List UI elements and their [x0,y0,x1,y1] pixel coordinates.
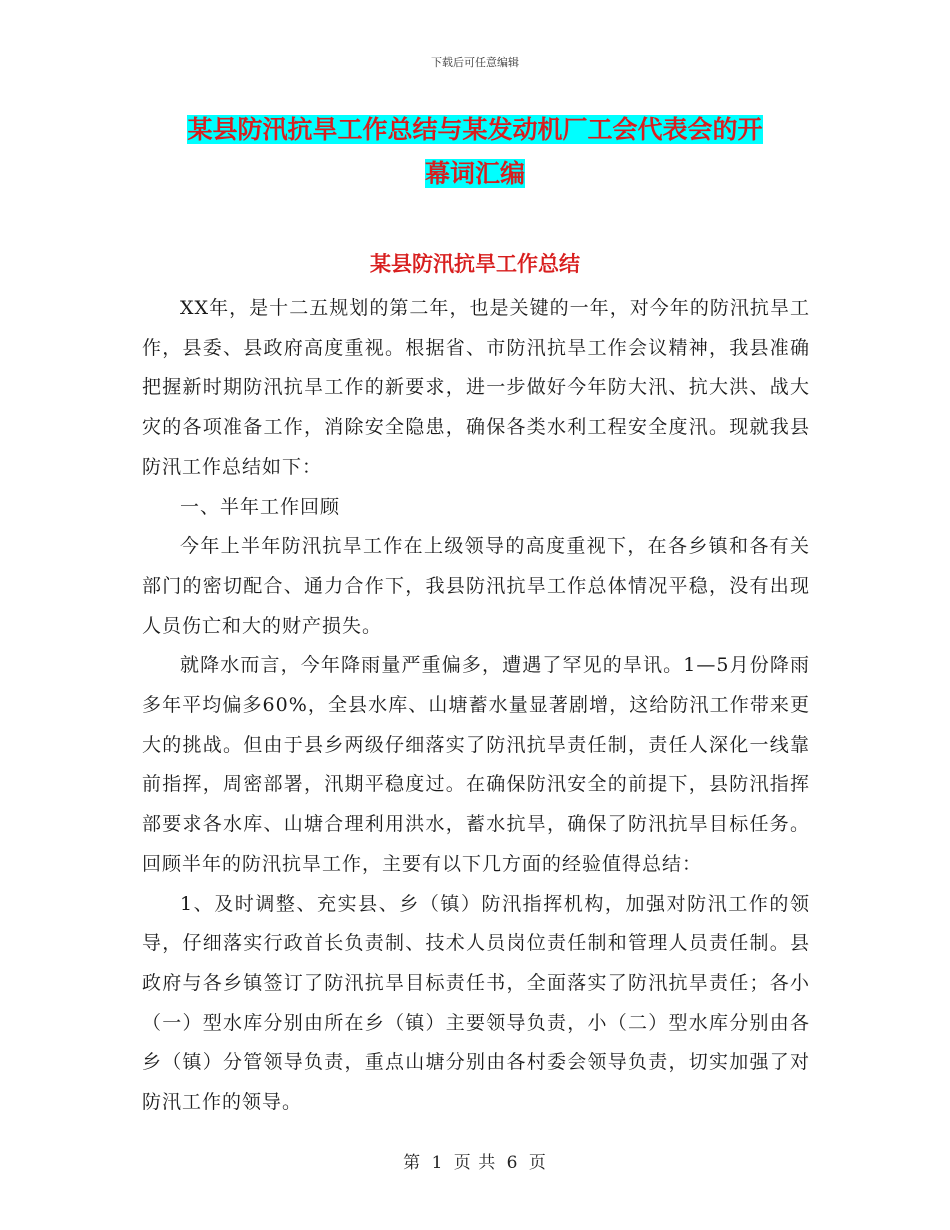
page-header-note: 下载后可任意编辑 [431,56,519,69]
page-prefix: 第 [403,1153,422,1173]
paragraph: 1、及时调整、充实县、乡（镇）防汛指挥机构，加强对防汛工作的领导，仔细落实行政首长负责制、技术人员岗位责任制和管理人员责任制。县政府与各乡镇签订了防汛抗旱目标责任书，全面落实了防汛抗旱责任；各小（一）型水库分别由所在乡（镇）主要领导负责，小（二）型水库分别由各乡（镇）分管领导负责，重点山塘分别由各村委会领导负责，切实加强了对防汛工作的领导。 [142,892,810,1114]
page-suffix: 页 [528,1153,547,1173]
document-title [120,108,830,196]
page-number-footer [0,1148,950,1173]
section-title: 某县防汛抗旱工作总结 [370,251,580,276]
paragraph: 今年上半年防汛抗旱工作在上级领导的高度重视下，在各乡镇和各有关部门的密切配合、通力合作下，我县防汛抗旱工作总体情况平稳，没有出现人员伤亡和大的财产损失。 [142,535,810,637]
page-current: 1 [431,1153,444,1173]
page-total: 6 [506,1153,519,1173]
paragraph-heading: 一、半年工作回顾 [180,495,341,518]
document-title-line-1: 某县防汛抗旱工作总结与某发动机厂工会代表会的开 [187,115,763,144]
paragraph: XX年，是十二五规划的第二年，也是关键的一年，对今年的防汛抗旱工作，县委、县政府高度重视。根据省、市防汛抗旱工作会议精神，我县准确把握新时期防汛抗旱工作的新要求，进一步做好今年防大汛、抗大洪、战大灾的各项准备工作，消除安全隐患，确保各类水利工程安全度汛。现就我县防汛工作总结如下： [142,297,810,478]
document-body [142,289,810,1123]
page-mid: 页 共 [453,1153,497,1173]
document-title-line-2: 幕词汇编 [424,159,525,188]
paragraph: 就降水而言，今年降雨量严重偏多，遭遇了罕见的旱讯。1—5月份降雨多年平均偏多60%，全县水库、山塘蓄水量显著剧增，这给防汛工作带来更大的挑战。但由于县乡两级仔细落实了防汛抗旱责任制，责任人深化一线靠前指挥，周密部署，汛期平稳度过。在确保防汛安全的前提下，县防汛指挥部要求各水库、山塘合理利用洪水，蓄水抗旱，确保了防汛抗旱目标任务。回顾半年的防汛抗旱工作，主要有以下几方面的经验值得总结： [142,654,810,875]
